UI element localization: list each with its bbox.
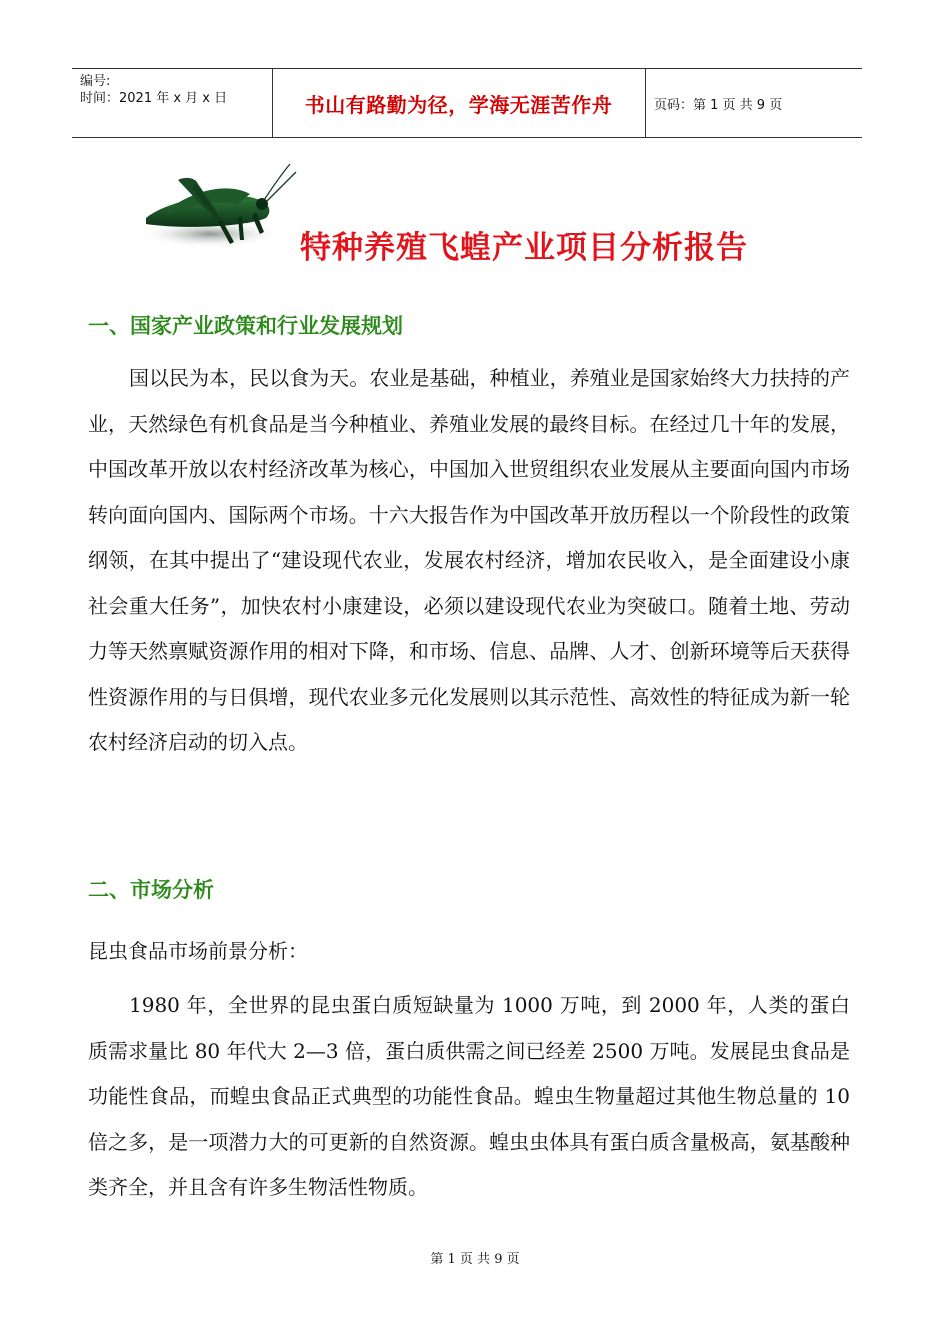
grasshopper-image	[138, 160, 298, 260]
page-footer: 第 1 页 共 9 页	[430, 1252, 520, 1267]
sub-heading: 昆虫食品市场前景分析：	[88, 939, 308, 963]
header-page-info: 页码：第 1 页 共 9 页	[654, 98, 783, 113]
body-paragraph: 1980 年，全世界的昆虫蛋白质短缺量为 1000 万吨，到 2000 年，人类的蛋白质需求量比 80 年代大 2—3 倍，蛋白质供需之间已经差 2500 万吨。发展昆虫食品是功能性食品，而蝗虫食品正式典型的功能性食品。蝗虫生物量超过其他生物总量的 10 倍之多，是一项潜力大的可更新的自然资源。蝗虫虫体具有蛋白质含量极高，氨基酸种类齐全，并且含有许多生物活性物质。	[88, 993, 850, 1199]
header-divider	[645, 69, 646, 137]
page-title: 特种养殖飞蝗产业项目分析报告	[300, 230, 748, 266]
header-motto: 书山有路勤为径，学海无涯苦作舟	[304, 93, 613, 117]
page-header	[72, 68, 862, 138]
document-time-label: 时间：2021 年 x 月 x 日	[80, 91, 228, 106]
body-paragraph: 国以民为本，民以食为天。农业是基础，种植业，养殖业是国家始终大力扶持的产业，天然绿色有机食品是当今种植业、养殖业发展的最终目标。在经过几十年的发展，中国改革开放以农村经济改革为核心，中国加入世贸组织农业发展从主要面向国内市场转向面向国内、国际两个市场。十六大报告作为中国改革开放历程以一个阶段性的政策纲领，在其中提出了“建设现代农业，发展农村经济，增加农民收入，是全面建设小康社会重大任务”，加快农村小康建设，必须以建设现代农业为突破口。随着土地、劳动力等天然禀赋资源作用的相对下降，和市场、信息、品牌、人才、创新环境等后天获得性资源作用的与日俱增，现代农业多元化发展则以其示范性、高效性的特征成为新一轮农村经济启动的切入点。	[88, 366, 850, 754]
section-heading: 一、国家产业政策和行业发展规划	[88, 314, 403, 338]
document-number-label: 编号:	[80, 74, 111, 89]
header-meta	[80, 73, 270, 107]
section-heading: 二、市场分析	[88, 878, 214, 902]
